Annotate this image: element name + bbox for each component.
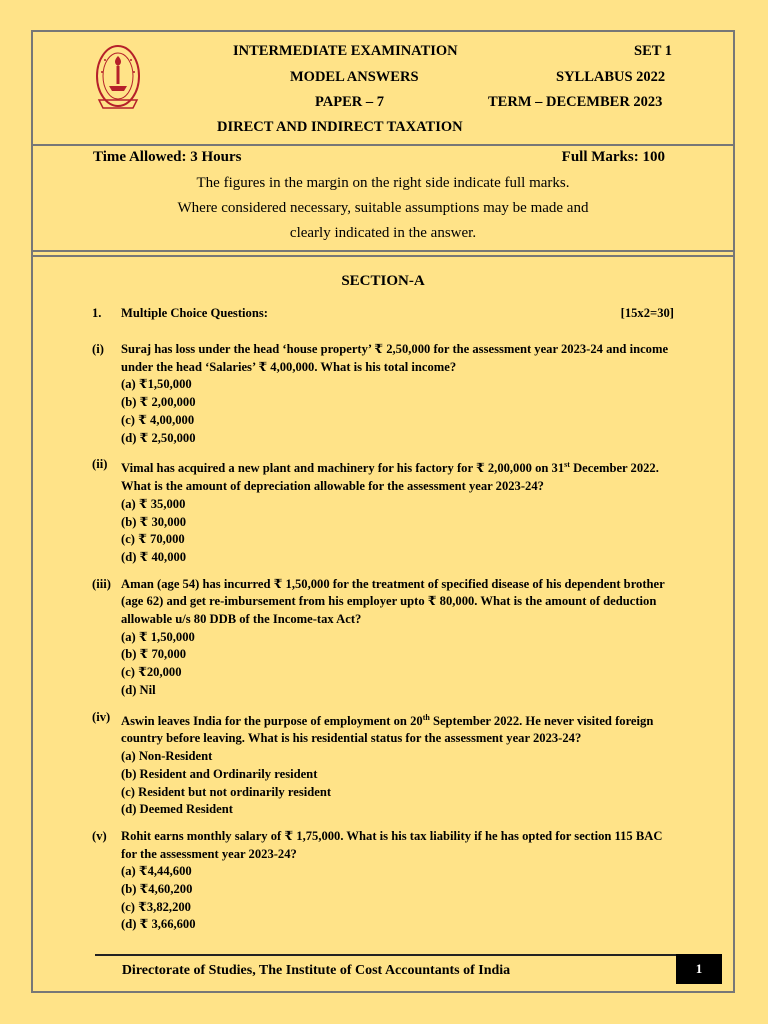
instruction-line-1: The figures in the margin on the right side indicate full marks.: [196, 175, 570, 191]
mcq-option: (d) ₹ 2,50,000: [121, 430, 196, 445]
mcq-option: (c) ₹ 4,00,000: [121, 412, 195, 427]
mcq-option: (a) ₹ 35,000: [121, 496, 186, 511]
mcq-text: Vimal has acquired a new plant and machinery for his factory for ₹ 2,00,000 on 31st December 2022. What is the amount of depreciation allowable for the assessment year 2023-24?: [121, 460, 659, 494]
mcq-number: (iii): [92, 576, 111, 591]
mcq-item: [92, 341, 678, 447]
mcq-option: (a) ₹4,44,600: [121, 864, 192, 879]
mcq-option: (c) ₹3,82,200: [121, 899, 191, 914]
section-title: SECTION-A: [341, 273, 425, 289]
mcq-option: (b) Resident and Ordinarily resident: [121, 766, 318, 781]
full-marks: Full Marks: 100: [561, 149, 665, 165]
mcq-number: (iv): [92, 709, 111, 724]
mcq-text: Aswin leaves India for the purpose of employment on 20th September 2022. He never visited foreign country before leaving. What is his residential status for the assessment year 2023-24?: [121, 712, 654, 746]
institute-logo-icon: [93, 42, 143, 116]
page-frame: [31, 30, 735, 993]
mcq-option: (c) Resident but not ordinarily resident: [121, 784, 332, 799]
mcq-option: (d) ₹ 40,000: [121, 549, 187, 564]
mcq-option: (d) ₹ 3,66,600: [121, 917, 196, 932]
mcq-option: (d) Nil: [121, 682, 156, 697]
exam-title: INTERMEDIATE EXAMINATION: [233, 43, 458, 59]
exam-instructions: [33, 146, 733, 252]
mcq-item: [92, 456, 678, 566]
paper-label: PAPER – 7: [315, 94, 385, 110]
mcq-option: (a) Non-Resident: [121, 749, 213, 764]
mcq-option: (b) ₹ 30,000: [121, 514, 187, 529]
mcq-option: (a) ₹1,50,000: [121, 377, 192, 392]
page-number: 1: [676, 954, 722, 984]
exam-header: [33, 32, 733, 146]
mcq-option: (b) ₹ 2,00,000: [121, 395, 196, 410]
question-number: 1.: [92, 306, 102, 320]
mcq-number: (ii): [92, 457, 108, 472]
double-rule: [33, 255, 733, 257]
mcq-option: (c) ₹20,000: [121, 665, 182, 680]
term-label: TERM – DECEMBER 2023: [488, 94, 663, 110]
mcq-number: (i): [92, 342, 104, 356]
question-list: [92, 341, 678, 943]
mcq-number: (v): [92, 828, 107, 843]
mcq-option: (a) ₹ 1,50,000: [121, 629, 195, 644]
mcq-item: [92, 576, 678, 700]
model-answers-label: MODEL ANSWERS: [290, 69, 419, 85]
mcq-option: (d) Deemed Resident: [121, 802, 233, 817]
mcq-item: [92, 709, 678, 819]
mcq-text: Rohit earns monthly salary of ₹ 1,75,000. What is his tax liability if he has opted for section 115 BAC for the assessment year 2023-24?: [121, 828, 663, 861]
set-label: SET 1: [634, 43, 673, 59]
footer-text: Directorate of Studies, The Institute of Cost Accountants of India: [121, 963, 511, 978]
mcq-item: [92, 828, 678, 934]
time-allowed: Time Allowed: 3 Hours: [93, 149, 242, 165]
mcq-option: (b) ₹ 70,000: [121, 647, 187, 662]
mcq-option: (b) ₹4,60,200: [121, 882, 193, 897]
instruction-line-3: clearly indicated in the answer.: [289, 225, 477, 241]
question-label: Multiple Choice Questions:: [121, 306, 268, 320]
mcq-option: (c) ₹ 70,000: [121, 532, 185, 547]
mcq-text: Suraj has loss under the head ‘house property’ ₹ 2,50,000 for the assessment year 2023-24 and income under the head ‘Salaries’ ₹ 4,00,000. What is his total income?: [121, 342, 669, 374]
footer-rule: [95, 954, 721, 956]
instruction-line-2: Where considered necessary, suitable assumptions may be made and: [177, 200, 589, 216]
syllabus-label: SYLLABUS 2022: [556, 69, 666, 85]
mcq-text: Aman (age 54) has incurred ₹ 1,50,000 for the treatment of specified disease of his dependent brother (age 62) and get re-imbursement from his employer upto ₹ 80,000. What is the amount of deduction allowable u/s 80 DDB of the Income-tax Act?: [121, 576, 665, 627]
question-marks: [15x2=30]: [620, 306, 674, 320]
subject-title: DIRECT AND INDIRECT TAXATION: [217, 119, 463, 135]
